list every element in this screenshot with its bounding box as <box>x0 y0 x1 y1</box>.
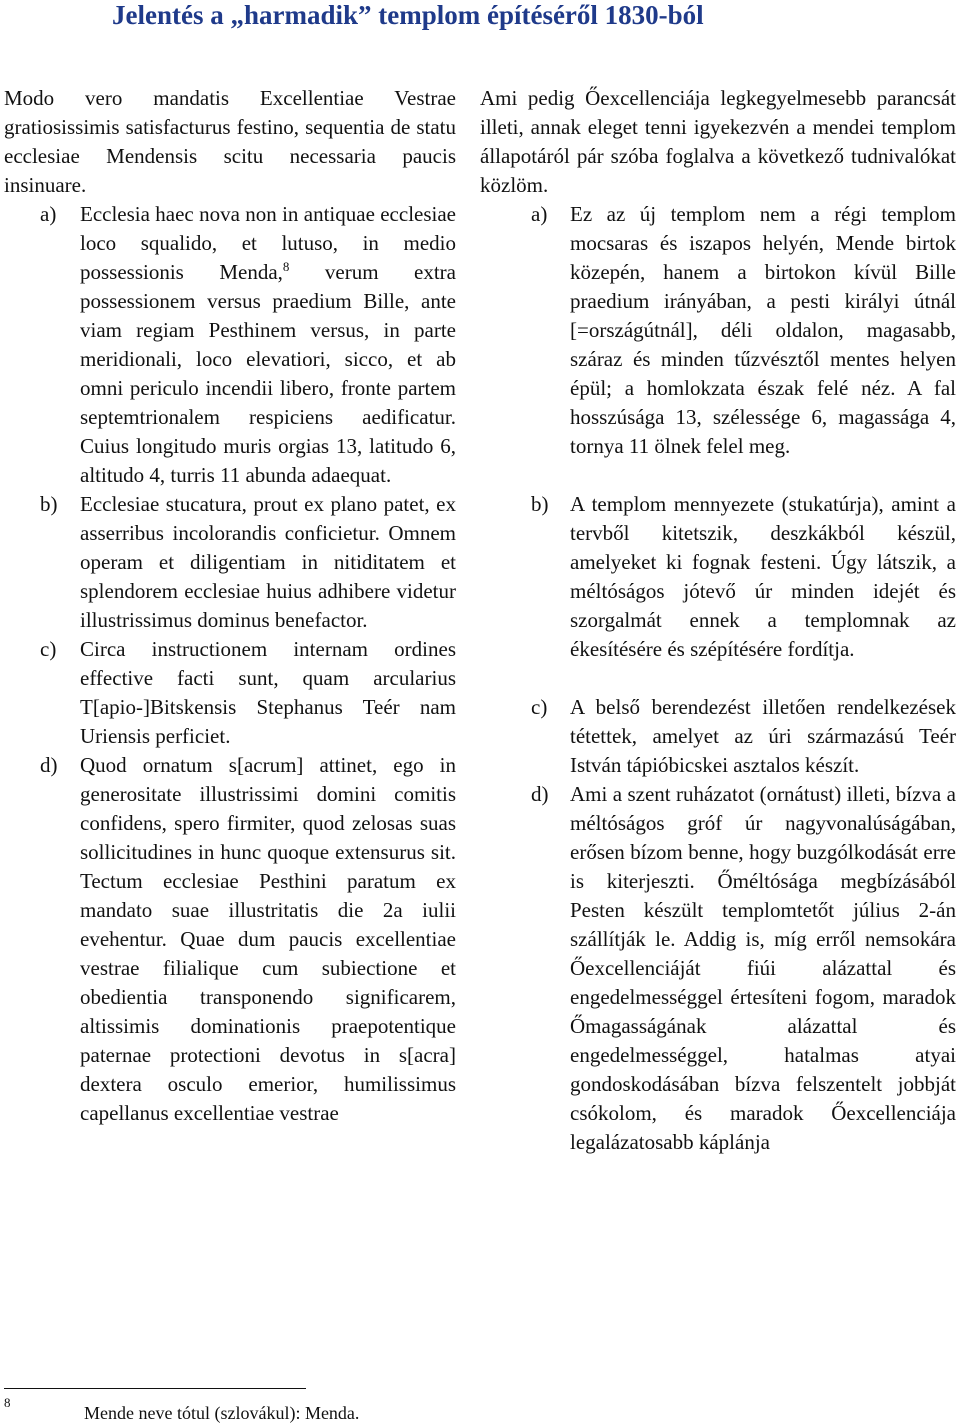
footnote-number: 8 <box>4 1395 11 1410</box>
hungarian-column <box>480 84 956 1157</box>
latin-intro: Modo vero mandatis Excellentiae Vestrae gratiosissimis satisfacturus festino, sequentia de statu ecclesiae Mendensis scitu necessaria paucis insinuare. <box>4 86 456 197</box>
hungarian-item-a-text: Ez az új templom nem a régi templom mocsaras és iszapos helyén, Mende birtok közepén, hanem a birtokon kívül Bille praedium irányában, a pesti királyi útnál [=országútnál], déli oldalon, magasabb, száraz és minden tűzvésztől mentes helyen épül; a homlokzata észak felé néz. A fal hosszúsága 13, szélessége 6, magassága 4, tornya 11 ölnek felel meg. <box>570 202 956 458</box>
latin-item-c-text: Circa instructionem internam ordines effective facti sunt, quam arcularius T[apio-]Bitskensis Stephanus Teér nam Uriensis perficiet. <box>80 637 456 748</box>
list-marker: b) <box>531 492 549 516</box>
latin-item-d-text: Quod ornatum s[acrum] attinet, ego in generositate illustrissimi domini comitis confidens, spero firmiter, quod zelosas suas sollicitudines in hunc quoque extensurus sit. Tectum ecclesiae Pesthini paratum ex mandato suae illustritatis die 2a iulii evehentur. Quae dum paucis excellentiae vestrae filialique cum subiectione et obedientia transponendo significarem, altissimis dominationis praepotentique paternae protectioni devotus in s[acra] dextera osculo emerior, humilissimus capellanus excellentiae vestrae <box>80 753 456 1125</box>
hungarian-item-a <box>480 200 956 461</box>
hungarian-intro: Ami pedig Őexcellenciája legkegyelmesebb parancsát illeti, annak eleget tenni igyekezvén a mendei templom állapotáról pár szóba foglalva a következő tudnivalókat közlöm. <box>480 86 956 197</box>
list-marker: a) <box>531 202 548 226</box>
latin-item-a-text: Ecclesia haec nova non in antiquae ecclesiae loco squalido, et lutuso, in medio possessionis Menda, <box>80 202 456 284</box>
list-marker: d) <box>40 753 58 777</box>
footnote-reference[interactable]: 8 <box>282 259 290 274</box>
latin-item-a-text-cont: verum extra possessionem versus praedium Bille, ante viam regiam Pesthinem versus, in parte meridionali, loco elevatiori, sicco, et ab omni periculo incendii libero, fronte partem septemtrionalem respiciens aedificatur. Cuius longitudo muris orgias 13, latitudo 6, altitudo 4, turris 11 abunda adaequat. <box>80 260 456 487</box>
list-marker: d) <box>531 782 549 806</box>
footnote-text: Mende neve tótul (szlovákul): Menda. <box>84 1403 360 1423</box>
latin-list <box>4 200 456 1128</box>
latin-item-a <box>4 200 456 490</box>
list-marker: c) <box>531 695 548 719</box>
hungarian-item-c <box>480 693 956 780</box>
hungarian-item-c-text: A belső berendezést illetően rendelkezések tétettek, amelyet az úri származású Teér István tápióbicskei asztalos készít. <box>570 695 956 777</box>
latin-item-c <box>4 635 456 751</box>
hungarian-item-d-text: Ami a szent ruházatot (ornátust) illeti, bízva a méltóságos gróf úr nagyvonalúságában, erősen bízom benne, hogy buzgólkodását erre is kiterjeszti. Őméltósága megbízásából Pesten készült templomtetőt július 2-án szállítják le. Addig is, míg erről nemsokára Őexcellenciáját fiúi alázattal és engedelmességgel értesíteni fogom, maradok Őmagasságának alázattal és engedelmességgel, hatalmas atyai gondoskodásában bízva felszentelt jobbját csókolom, és maradok Őexcellenciája legalázatosabb káplánja <box>570 782 956 1154</box>
hungarian-item-b <box>480 490 956 664</box>
latin-item-b <box>4 490 456 635</box>
page-title: Jelentés a „harmadik” templom építéséről 1830-ból <box>112 0 704 30</box>
footnote-divider <box>4 1388 306 1389</box>
list-marker: a) <box>40 202 57 226</box>
hungarian-list <box>480 200 956 1157</box>
latin-item-d <box>4 751 456 1128</box>
latin-item-b-text: Ecclesiae stucatura, prout ex plano patet, ex asserribus incolorandis conficietur. Omnem operam et diligentiam in nitiditatem et splendorem ecclesiae huius adhibere videtur illustrissimus dominus benefactor. <box>80 492 456 632</box>
hungarian-item-d <box>480 780 956 1157</box>
list-marker: c) <box>40 637 57 661</box>
latin-column <box>4 84 456 1128</box>
list-marker: b) <box>40 492 58 516</box>
hungarian-item-b-text: A templom mennyezete (stukatúrja), amint a tervből kitetszik, deszkákból készül, amelyeket ki fognak festeni. Úgy látszik, a méltóságos jótevő úr minden idejét és szorgalmát ennek a templomnak az ékesítésére és szépítésére fordítja. <box>570 492 956 661</box>
